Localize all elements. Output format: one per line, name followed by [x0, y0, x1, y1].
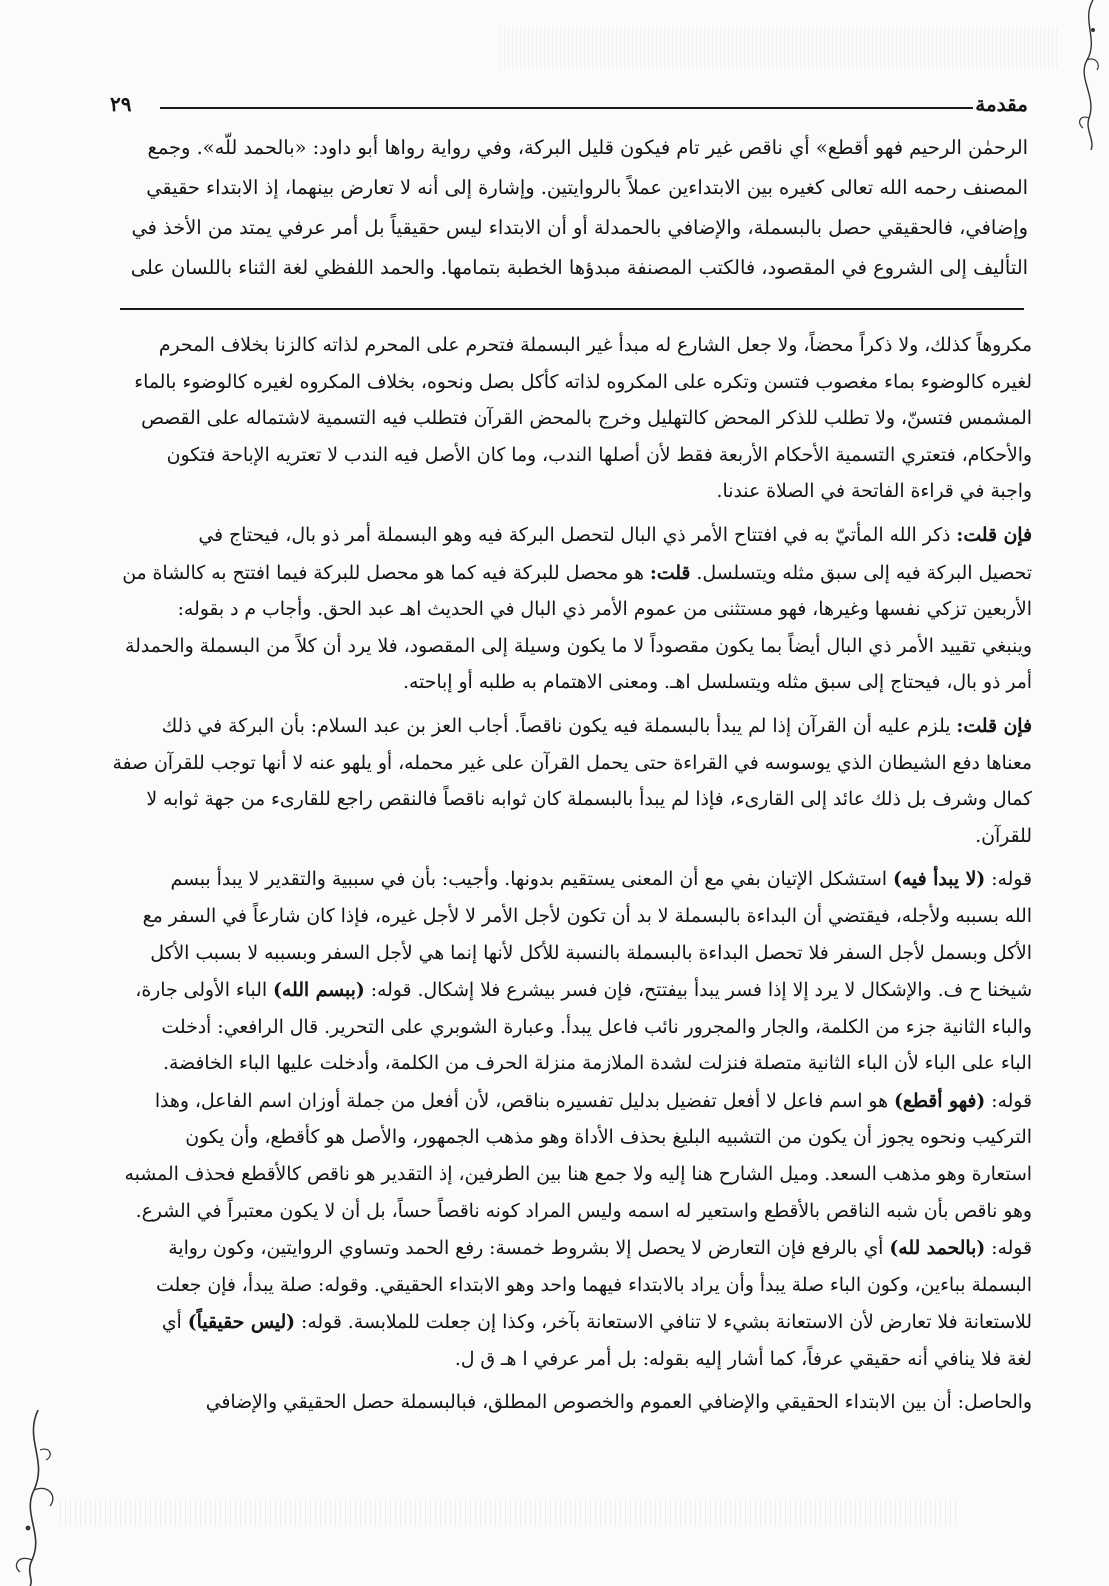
- gloss-p5-text: هو اسم فاعل لا أفعل تفضيل بدليل تفسيره بناقص، لأن أفعل من جملة أوزان اسم الفاعل، وهذا التركيب ونحوه يجوز أن يكون من التشبيه البليغ بحذف الأداة وهو مذهب الجمهور، والأصل هو كأقطع، وأن يكون استعارة وهو مذهب السعد. وميل الشارح هنا إليه ولا جمع هنا بين الطرفين، إذ التقدير هو ناقص كالأقطع فحذف المشبه وهو ناقص بأن شبه الناقص بالأقطع واستعير له اسمه وليس المراد كونه ناقصاً حساً، بل أن لا يكون معتبراً في الشرع.: [124, 1090, 1032, 1222]
- gloss-p6-pre: قوله:: [985, 1238, 1032, 1260]
- scan-noise-top: [500, 28, 1060, 68]
- gloss-p2-text-a: ذكر الله المأتيّ به في افتتاح الأمر ذي البال لتحصل البركة فيه وهو البسملة أمر ذو بال، فيحتاج في تحصيل البركة فيه إلى سبق مثله ويتسلسل.: [198, 524, 1032, 584]
- gloss-p3-text: يلزم عليه أن القرآن إذا لم يبدأ بالبسملة فيه يكون ناقصاً. أجاب العز بن عبد السلام: بأن البركة في ذلك معناها دفع الشيطان الذي يوسوسه في القراءة حتى يحمل القرآن على غير محمله، أو يلهو عنه لا أنها توجب للقرآن صفة كمال وشرف بل ذلك عائد إلى القارىء، فإذا لم يبدأ بالبسملة كان ثوابه ناقصاً فالنقص راجع للقارىء من جهة ثوابه لا للقرآن.: [112, 715, 1032, 847]
- gloss-p4-pre: قوله:: [985, 869, 1032, 891]
- header-rule: [160, 107, 973, 109]
- floral-ornament-icon: [4, 1410, 64, 1586]
- gloss-p4-text-a: استشكل الإتيان بفي مع أن المعنى يستقيم بدونها. وأجيب: بأن في سببية والتقدير لا يبدأ ببسم الله بسببه ولأجله، فيقتضي أن البداءة بالبسملة لا بد أن تكون لأجل الأمر لا لأجل غيره، فإذا كان شارعاً في السفر مع الأكل وبسمل لأجل السفر فلا تحصل البداءة بالبسملة بالنسبة للأكل لأنها إنما هي لأجل السفر وبسببه لا بسبب الأكل شيخنا ح ف. والإشكال لا يرد إلا إذا فسر يبدأ بيفتتح، فإن فسر بيشرع فلا إشكال. قوله:: [142, 869, 1032, 1002]
- gloss-paragraph-4: [110, 861, 1032, 1083]
- quoted-phrase-5: (ليس حقيقياً): [187, 1311, 296, 1334]
- gloss-paragraph-6: [110, 1230, 1032, 1378]
- section-separator: [120, 308, 1024, 310]
- gloss-p2-text-b: هو محصل للبركة فيه كما هو محصل للبركة فيما افتتح به كالشاة من الأربعين تزكي نفسها وغيرها، فهو مستثنى من عموم الأمر ذي البال في الحديث اهـ عبد الحق. وأجاب م د بقوله: وينبغي تقييد الأمر ذي البال أيضاً بما يكون مقصوداً لا ما يكون وسيلة إلى المقصود، فلا يرد أن كلاً من البسملة والحمدلة أمر ذو بال، فيحتاج إلى سبق مثله ويتسلسل اهـ. ومعنى الاهتمام به طلبه أو إباحته.: [122, 562, 1032, 694]
- scan-noise-bottom: [60, 1500, 960, 1526]
- gloss-paragraph-2: [110, 517, 1032, 702]
- answer-lead: قلت:: [649, 561, 691, 584]
- quoted-phrase-2: (ببسم الله): [273, 979, 365, 1002]
- gloss-p1-text: مكروهاً كذلك، ولا ذكراً محضاً، ولا جعل الشارع له مبدأ غير البسملة فتحرم على المحرم لذاته كالزنا بخلاف المحرم لغيره كالوضوء بماء مغصوب فتسن وتكره على المكروه لذاته كأكل بصل ونحوه، بخلاف المكروه لغيره كالوضوء بالماء المشمس فتسنّ، ولا تطلب للذكر المحض كالتهليل وخرج بالمحض القرآن فتطلب فيه التسمية لاشتماله على القصص والأحكام، فتعتري التسمية الأحكام الأربعة فقط لأن أصلها الندب، وما كان الأصل فيه الندب لا تعتريه الإباحة فتكون واجبة في قراءة الفاتحة في الصلاة عندنا.: [134, 335, 1032, 503]
- gloss-paragraph-5: [110, 1083, 1032, 1230]
- quoted-phrase-3: (فهو أقطع): [893, 1089, 986, 1112]
- floral-ornament-icon: [1073, 0, 1103, 150]
- page-number: ٢٩: [110, 92, 132, 116]
- commentary-text: الرحمٰن الرحيم فهو أقطع» أي ناقص غير تام فيكون قليل البركة، وفي رواية رواها أبو داود: «بالحمد للّه». وجمع المصنف رحمه الله تعالى كغيره بين الابتداءين عملاً بالروايتين. وإشارة إلى أنه لا تعارض بينهما، إذ الابتداء حقيقي وإضافي، فالحقيقي حصل بالبسملة، والإضافي بالحمدلة أو أن الابتداء ليس حقيقياً بل أمر عرفي يمتد من الأخذ في التأليف إلى الشروع في المقصود، فالكتب المصنفة مبدؤها الخطبة بتمامها. والحمد اللفظي لغة الثناء باللسان على: [130, 136, 1028, 279]
- quoted-phrase-4: (بالحمد لله): [889, 1237, 986, 1260]
- gloss-text: [110, 328, 1032, 1427]
- gloss-paragraph-1: [110, 328, 1032, 511]
- gloss-paragraph-7: [110, 1385, 1032, 1422]
- question-lead: فإن قلت:: [956, 523, 1032, 546]
- gloss-paragraph-3: [110, 708, 1032, 855]
- gloss-p5-pre: قوله:: [985, 1090, 1032, 1112]
- gloss-p6-text-b: أي لغة فلا ينافي أنه حقيقي عرفاً، كما أشار إليه بقوله: بل أمر عرفي ا هـ ق ل.: [161, 1312, 1032, 1371]
- question-lead-2: فإن قلت:: [956, 714, 1032, 737]
- gloss-p4-text-b: الباء الأولى جارة، والباء الثانية جزء من الكلمة، والجار والمجرور نائب فاعل يبدأ. وعبارة الشوبري على التحرير. قال الرافعي: أدخلت الباء على الباء لأن الباء الثانية متصلة فنزلت لشدة الملازمة منزلة الحرف من الكلمة، وأدخلت عليها الباء الخافضة.: [135, 980, 1032, 1075]
- gloss-p6-text-a: أي بالرفع فإن التعارض لا يحصل إلا بشروط خمسة: رفع الحمد وتساوي الروايتين، وكون رواية البسملة بباءين، وكون الباء صلة يبدأ وأن يراد بالابتداء فيهما واحد وهو الابتداء الحقيقي. وقوله: صلة يبدأ، فإن جعلت للاستعانة فلا تعارض لأن الاستعانة بشيء لا تنافي الاستعانة بآخر، وكذا إن جعلت للملابسة. قوله:: [156, 1238, 1032, 1334]
- quoted-phrase: (لا يبدأ فيه): [892, 868, 986, 891]
- chapter-title: مقدمة: [975, 92, 1028, 116]
- gloss-p7-text: والحاصل: أن بين الابتداء الحقيقي والإضافي العموم والخصوص المطلق، فبالبسملة حصل الحقيقي والإضافي: [205, 1391, 1032, 1413]
- running-header: [110, 92, 1028, 122]
